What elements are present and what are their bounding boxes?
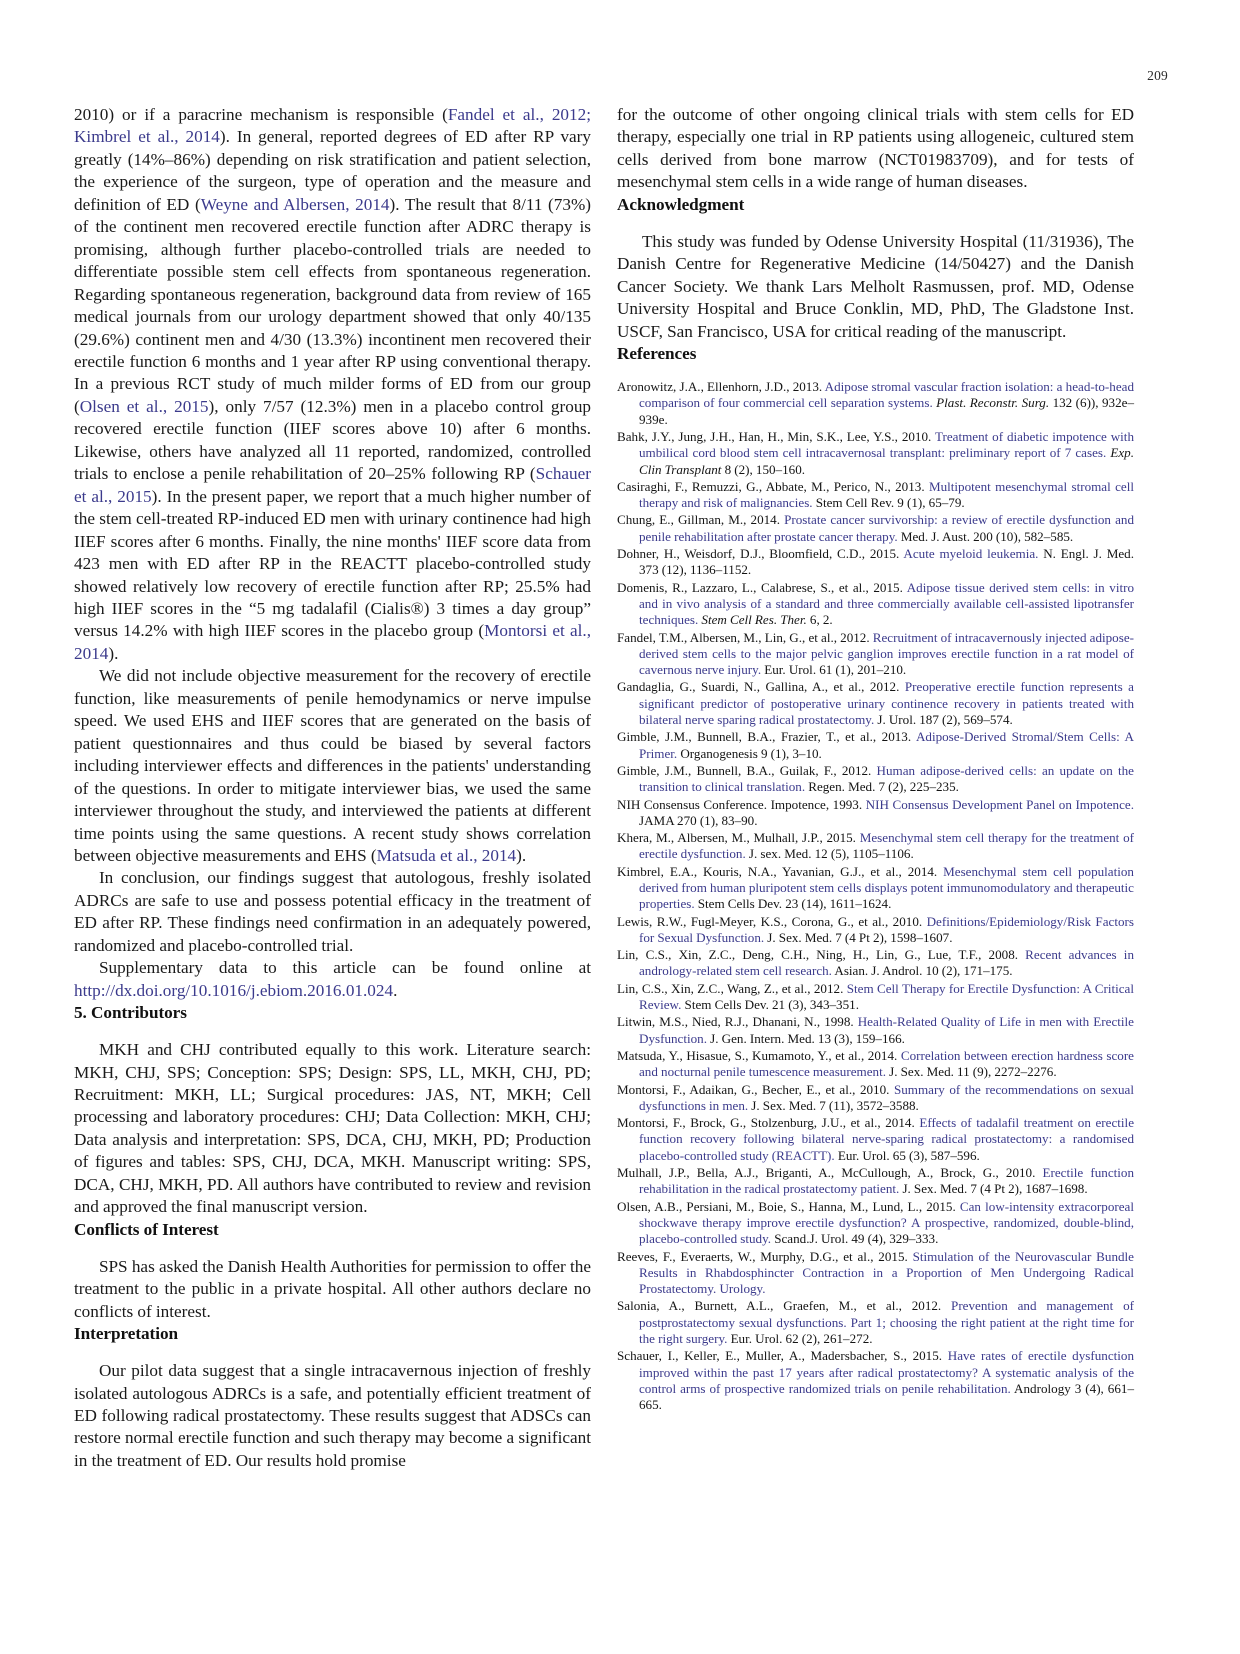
reference-journal-info: Regen. Med. 7 (2), 225–235. bbox=[808, 779, 959, 795]
reference-authors: Casiraghi, F., Remuzzi, G., Abbate, M., Perico, N., 2013. bbox=[617, 478, 929, 494]
citation-link[interactable]: Schauer et al., 2015 bbox=[74, 464, 591, 506]
reference-entry[interactable] bbox=[617, 1199, 1134, 1248]
paragraph-acknowledgment: This study was funded by Odense University Hospital (11/31936), The Danish Centre for Regenerative Medicine (14/50427) and the Danish Cancer Society. We thank Lars Melholt Rasmussen, prof. MD, Odense University Hospital and Bruce Conklin, MD, PhD, The Gladstone Inst. USCF, San Francisco, USA for critical reading of the manuscript. bbox=[617, 231, 1134, 341]
reference-journal-info: Eur. Urol. 65 (3), 587–596. bbox=[837, 1147, 980, 1163]
reference-title[interactable]: Adipose tissue derived stem cells: in vitro and in vivo analysis of a standard and three commercially available cell-assisted lipotransfer techniques. bbox=[639, 579, 1135, 628]
reference-journal-info: J. Sex. Med. 7 (11), 3572–3588. bbox=[751, 1097, 919, 1113]
citation-link[interactable]: Montorsi et al., 2014 bbox=[74, 621, 591, 663]
reference-title[interactable]: Correlation between erection hardness score and nocturnal penile tumescence measurement. bbox=[639, 1047, 1134, 1080]
reference-authors: Reeves, F., Everaerts, W., Murphy, D.G., et al., 2015. bbox=[617, 1248, 913, 1264]
reference-entry[interactable] bbox=[617, 981, 1134, 1014]
references-list bbox=[617, 379, 1134, 1413]
reference-entry[interactable] bbox=[617, 429, 1134, 478]
reference-entry[interactable] bbox=[617, 1014, 1134, 1047]
reference-journal-info: Eur. Urol. 62 (2), 261–272. bbox=[730, 1331, 873, 1346]
reference-entry[interactable] bbox=[617, 1249, 1134, 1298]
reference-title[interactable]: Mesenchymal stem cell therapy for the treatment of erectile dysfunction. bbox=[639, 830, 1134, 862]
reference-authors: Lin, C.S., Xin, Z.C., Wang, Z., et al., 2012. bbox=[617, 980, 847, 996]
citation-link[interactable]: Matsuda et al., 2014 bbox=[376, 845, 517, 865]
reference-authors: Gandaglia, G., Suardi, N., Gallina, A., et al., 2012. bbox=[617, 679, 905, 695]
reference-authors: Schauer, I., Keller, E., Muller, A., Madersbacher, S., 2015. bbox=[617, 1348, 948, 1364]
reference-authors: Mulhall, J.P., Bella, A.J., Briganti, A., McCullough, A., Brock, G., 2010. bbox=[617, 1165, 1043, 1181]
paragraph-discussion-2 bbox=[74, 665, 591, 867]
reference-journal-info: 6, 2. bbox=[809, 612, 833, 628]
reference-authors: Litwin, M.S., Nied, R.J., Dhanani, N., 1998. bbox=[617, 1014, 858, 1030]
left-column bbox=[74, 104, 591, 1472]
reference-journal-info: 132 (6)), 932e–939e. bbox=[639, 395, 1135, 427]
paragraph-supplementary-data bbox=[74, 957, 591, 1002]
reference-authors: Olsen, A.B., Persiani, M., Boie, S., Hanna, M., Lund, L., 2015. bbox=[617, 1198, 960, 1214]
reference-entry[interactable] bbox=[617, 797, 1134, 830]
reference-title[interactable]: Recent advances in andrology-related stem cell research. bbox=[639, 947, 1134, 979]
reference-entry[interactable] bbox=[617, 1348, 1134, 1413]
reference-entry[interactable] bbox=[617, 1298, 1134, 1347]
reference-title[interactable]: Human adipose-derived cells: an update on the transition to clinical translation. bbox=[639, 762, 1134, 795]
reference-entry[interactable] bbox=[617, 947, 1134, 980]
page-number: 209 bbox=[1147, 68, 1168, 83]
reference-journal-info: JAMA 270 (1), 83–90. bbox=[639, 812, 758, 828]
citation-link[interactable]: Weyne and Albersen, 2014 bbox=[200, 194, 390, 214]
heading-conflicts-of-interest: Conflicts of Interest bbox=[74, 1219, 219, 1239]
reference-entry[interactable] bbox=[617, 1115, 1134, 1164]
reference-journal-info: Med. J. Aust. 200 (10), 582–585. bbox=[900, 528, 1074, 544]
reference-journal-italic: Stem Cell Res. Ther. bbox=[701, 612, 807, 628]
body-text-run: ). In general, reported degrees of ED after RP vary greatly (14%–86%) depending on risk stratification and patient selection, the experience of the surgeon, type of operation and the measure and definition of ED ( bbox=[74, 127, 592, 214]
reference-authors: Bahk, J.Y., Jung, J.H., Han, H., Min, S.K., Lee, Y.S., 2010. bbox=[617, 428, 935, 444]
reference-journal-info: J. Sex. Med. 7 (4 Pt 2), 1687–1698. bbox=[902, 1181, 1088, 1197]
reference-title[interactable]: Effects of tadalafil treatment on erectile function recovery following bilateral nerve-sparing radical prostatectomy: a randomised placebo-controlled study (REACTT). bbox=[639, 1115, 1135, 1163]
reference-entry[interactable] bbox=[617, 580, 1134, 629]
paragraph-interpretation-continued: for the outcome of other ongoing clinical trials with stem cells for ED therapy, especially one trial in RP patients using allogeneic, cultured stem cells derived from bone marrow (NCT01983709), and for tests of mesenchymal stem cells in a wide range of human diseases. bbox=[617, 105, 1134, 192]
heading-references: References bbox=[617, 344, 697, 364]
reference-entry[interactable] bbox=[617, 1165, 1134, 1198]
body-text-run: ). In the present paper, we report that a much higher number of the stem cell-treated RP-induced ED men with urinary continence had high IIEF scores after 6 months. Finally, the nine months' IIEF score data from 423 men with ED after RP in the REACTT placebo-controlled study showed relatively low recovery of erectile function after RP; 25.5% had high IIEF scores in the “5 mg tadalafil (Cialis®) 3 times a day group” versus 14.2% with high IIEF scores in the placebo group ( bbox=[74, 486, 591, 641]
reference-authors: NIH Consensus Conference. Impotence, 1993. bbox=[617, 796, 866, 812]
body-text-run: ). bbox=[516, 845, 527, 865]
body-text-run: 2010) or if a paracrine mechanism is responsible ( bbox=[74, 105, 448, 124]
reference-entry[interactable] bbox=[617, 1048, 1134, 1081]
reference-authors: Khera, M., Albersen, M., Mulhall, J.P., 2015. bbox=[617, 830, 860, 846]
body-text-run: Supplementary data to this article can be found online at bbox=[98, 958, 591, 978]
reference-authors: Kimbrel, E.A., Kouris, N.A., Yavanian, G.J., et al., 2014. bbox=[617, 863, 944, 879]
reference-authors: Salonia, A., Burnett, A.L., Graefen, M., et al., 2012. bbox=[617, 1298, 952, 1314]
reference-authors: Lewis, R.W., Fugl-Meyer, K.S., Corona, G., et al., 2010. bbox=[617, 913, 927, 929]
reference-journal-info: Scand.J. Urol. 49 (4), 329–333. bbox=[774, 1231, 939, 1247]
reference-journal-info: J. Urol. 187 (2), 569–574. bbox=[877, 712, 1013, 728]
reference-title[interactable]: Can low-intensity extracorporeal shockwave therapy improve erectile dysfunction? A prospective, randomized, double-blind, placebo-controlled study. bbox=[639, 1198, 1135, 1247]
reference-title[interactable]: Stem Cell Therapy for Erectile Dysfunction: A Critical Review. bbox=[639, 980, 1134, 1013]
paragraph-contributors: MKH and CHJ contributed equally to this work. Literature search: MKH, CHJ, SPS; Conception: SPS; Design: SPS, LL, MKH, CHJ, PD; Recruitment: MKH, LL; Surgical procedures: JAS, NT, MKH; Cell processing and laboratory procedures: CHJ; Data Collection: MKH, CHJ; Data analysis and interpretation: SPS, DCA, CHJ, MKH, PD; Production of figures and tables: SPS, CHJ, DCA, MKH. Manuscript writing: SPS, DCA, CHJ, MKH, PD. All authors have contributed to review and revision and approved the final manuscript version. bbox=[74, 1040, 591, 1217]
reference-authors: Lin, C.S., Xin, Z.C., Deng, C.H., Ning, H., Lin, G., Lue, T.F., 2008. bbox=[617, 947, 1026, 963]
reference-journal-info: J. Sex. Med. 11 (9), 2272–2276. bbox=[889, 1064, 1057, 1080]
reference-title[interactable]: Definitions/Epidemiology/Risk Factors for Sexual Dysfunction. bbox=[639, 913, 1134, 945]
paragraph-conclusion bbox=[74, 867, 591, 957]
body-text-run: ). bbox=[108, 643, 119, 663]
right-column bbox=[617, 104, 1134, 1472]
reference-title[interactable]: Prostate cancer survivorship: a review of erectile dysfunction and penile rehabilitation after prostate cancer therapy. bbox=[639, 512, 1134, 544]
reference-entry[interactable] bbox=[617, 914, 1134, 947]
reference-title[interactable]: Mesenchymal stem cell population derived from human pluripotent stem cells displays potent immunomodulatory and therapeutic properties. bbox=[639, 863, 1134, 912]
paragraph-interpretation: Our pilot data suggest that a single intracavernous injection of freshly isolated autologous ADRCs is a safe, and potentially efficient treatment of ED following radical prostatectomy. These results suggest that ADSCs can restore normal erectile function and such therapy may become a significant in the treatment of ED. Our results hold promise bbox=[74, 1361, 591, 1470]
paragraph-discussion-1 bbox=[74, 104, 591, 665]
reference-authors: Gimble, J.M., Bunnell, B.A., Frazier, T., et al., 2013. bbox=[617, 729, 916, 745]
reference-journal-info: N. Engl. J. Med. 373 (12), 1136–1152. bbox=[639, 546, 1134, 578]
citation-link[interactable]: Fandel et al., 2012; Kimbrel et al., 2014 bbox=[74, 105, 591, 147]
reference-title[interactable]: Stimulation of the Neurovascular Bundle Results in Rhabdosphincter Contraction in a Proportion of Men Undergoing Radical Prostatectomy. Urology. bbox=[639, 1248, 1134, 1297]
citation-link[interactable]: http://dx.doi.org/10.1016/j.ebiom.2016.01.024 bbox=[74, 980, 394, 1000]
body-text-run: . bbox=[393, 980, 398, 1000]
heading-acknowledgment: Acknowledgment bbox=[617, 194, 745, 214]
reference-journal-info: Andrology 3 (4), 661–665. bbox=[639, 1380, 1134, 1413]
reference-title[interactable]: Adipose stromal vascular fraction isolation: a head-to-head comparison of four commercial cell separation systems. bbox=[639, 379, 1134, 411]
reference-title[interactable]: Multipotent mesenchymal stromal cell therapy and risk of malignancies. bbox=[639, 478, 1134, 511]
body-text-run: In conclusion, our findings suggest that autologous, freshly isolated ADRCs are safe to use and possess potential efficacy in the treatment of ED after RP. These findings need confirmation in an adequately powered, randomized and placebo-controlled trial. bbox=[74, 868, 591, 955]
reference-authors: Matsuda, Y., Hisasue, S., Kumamoto, Y., et al., 2014. bbox=[617, 1047, 901, 1063]
reference-entry[interactable] bbox=[617, 546, 1134, 579]
reference-entry[interactable] bbox=[617, 379, 1134, 428]
reference-authors: Fandel, T.M., Albersen, M., Lin, G., et al., 2012. bbox=[617, 629, 873, 645]
reference-authors: Montorsi, F., Brock, G., Stolzenburg, J.U., et al., 2014. bbox=[617, 1115, 920, 1131]
reference-entry[interactable] bbox=[617, 1082, 1134, 1115]
reference-entry[interactable] bbox=[617, 630, 1134, 679]
reference-title[interactable]: Health-Related Quality of Life in men with Erectile Dysfunction. bbox=[639, 1014, 1134, 1046]
reference-authors: Domenis, R., Lazzaro, L., Calabrese, S., et al., 2015. bbox=[617, 579, 907, 595]
reference-entry[interactable] bbox=[617, 864, 1134, 913]
reference-entry[interactable] bbox=[617, 763, 1134, 796]
reference-title[interactable]: Preoperative erectile function represents a significant predictor of postoperative urinary continence recovery in patients treated with bilateral nerve sparing radical prostatectomy. bbox=[639, 679, 1134, 728]
reference-title[interactable]: Have rates of erectile dysfunction improved within the past 17 years after radical prostatectomy? A systematic analysis of the control arms of prospective randomized trials on penile rehabilitation. bbox=[639, 1348, 1135, 1396]
body-text-run: ), only 7/57 (12.3%) men in a placebo control group recovered erectile function (IIEF scores above 10) after 6 months. Likewise, others have analyzed all 11 reported, randomized, controlled trials to enclose a penile rehabilitation of 20–25% following RP ( bbox=[74, 396, 592, 484]
reference-entry[interactable] bbox=[617, 512, 1134, 545]
reference-entry[interactable] bbox=[617, 479, 1134, 512]
heading-contributors: 5. Contributors bbox=[74, 1003, 187, 1023]
reference-title[interactable]: Summary of the recommendations on sexual dysfunctions in men. bbox=[639, 1081, 1134, 1113]
reference-journal-info: 8 (2), 150–160. bbox=[724, 461, 806, 477]
reference-authors: Chung, E., Gillman, M., 2014. bbox=[617, 512, 785, 528]
reference-journal-info: Stem Cell Rev. 9 (1), 65–79. bbox=[815, 495, 965, 511]
reference-authors: Dohner, H., Weisdorf, D.J., Bloomfield, C.D., 2015. bbox=[617, 546, 904, 562]
reference-entry[interactable] bbox=[617, 729, 1134, 762]
reference-journal-info: Eur. Urol. 61 (1), 201–210. bbox=[764, 662, 907, 678]
reference-journal-italic: Plast. Reconstr. Surg. bbox=[936, 395, 1050, 411]
reference-title[interactable]: NIH Consensus Development Panel on Impotence. bbox=[865, 796, 1134, 812]
reference-title[interactable]: Recruitment of intracavernously injected adipose-derived stem cells to the major pelvic ganglion improves erectile function in a rat model of cavernous nerve injury. bbox=[639, 629, 1134, 678]
reference-journal-info: Organogenesis 9 (1), 3–10. bbox=[680, 745, 822, 761]
reference-entry[interactable] bbox=[617, 830, 1134, 863]
reference-journal-italic: Exp. Clin Transplant bbox=[639, 445, 1134, 477]
reference-authors: Montorsi, F., Adaikan, G., Becher, E., et al., 2010. bbox=[617, 1081, 894, 1097]
reference-journal-info: Stem Cells Dev. 21 (3), 343–351. bbox=[684, 997, 859, 1013]
reference-title[interactable]: Acute myeloid leukemia. bbox=[903, 546, 1044, 562]
citation-link[interactable]: Olsen et al., 2015 bbox=[79, 396, 209, 416]
reference-entry[interactable] bbox=[617, 679, 1134, 728]
body-text-run: ). The result that 8/11 (73%) of the continent men recovered erectile function after ADRC therapy is promising, although further placebo-controlled trials are needed to differentiate possible stem cell effects from spontaneous regeneration. Regarding spontaneous regeneration, background data from review of 165 medical journals from our urology department showed that only 40/135 (29.6%) continent men and 4/30 (13.3%) incontinent men recovered their erectile function 6 months and 1 year after RP using conventional therapy. In a previous RCT study of much milder forms of ED from our group ( bbox=[74, 194, 592, 416]
reference-authors: Aronowitz, J.A., Ellenhorn, J.D., 2013. bbox=[617, 379, 825, 395]
reference-title[interactable]: Adipose-Derived Stromal/Stem Cells: A Primer. bbox=[639, 729, 1134, 761]
reference-journal-info: Stem Cells Dev. 23 (14), 1611–1624. bbox=[697, 896, 892, 912]
reference-title[interactable]: Erectile function rehabilitation in the radical prostatectomy patient. bbox=[639, 1165, 1134, 1197]
reference-title[interactable]: Prevention and management of postprostatectomy sexual dysfunctions. Part 1; choosing the right patient at the right time for the right surgery. bbox=[639, 1298, 1134, 1346]
reference-title[interactable]: Treatment of diabetic impotence with umbilical cord blood stem cell intracavernosal transplant: preliminary report of 7 cases. bbox=[639, 428, 1134, 461]
two-column-layout bbox=[74, 104, 1168, 1472]
reference-journal-info: Asian. J. Androl. 10 (2), 171–175. bbox=[834, 963, 1013, 979]
reference-journal-info: J. Gen. Intern. Med. 13 (3), 159–166. bbox=[710, 1030, 905, 1046]
reference-authors: Gimble, J.M., Bunnell, B.A., Guilak, F., 2012. bbox=[617, 762, 877, 778]
paragraph-conflicts-of-interest: SPS has asked the Danish Health Authorities for permission to offer the treatment to the public in a private hospital. All other authors declare no conflicts of interest. bbox=[74, 1256, 591, 1321]
body-text-run: We did not include objective measurement for the recovery of erectile function, like measurements of penile hemodynamics or nerve impulse speed. We used EHS and IIEF scores that are generated on the basis of patient questionnaires and thus could be biased by several factors including interviewer effects and differences in the patients' understanding of the questions. In order to mitigate interviewer bias, we used the same interviewer throughout the study, and interviewed the patients at different time points using the same questions. A recent study shows correlation between objective measurements and EHS ( bbox=[74, 666, 591, 865]
reference-journal-info: J. Sex. Med. 7 (4 Pt 2), 1598–1607. bbox=[767, 929, 953, 945]
heading-interpretation: Interpretation bbox=[74, 1324, 179, 1344]
reference-journal-info: J. sex. Med. 12 (5), 1105–1106. bbox=[748, 846, 914, 862]
